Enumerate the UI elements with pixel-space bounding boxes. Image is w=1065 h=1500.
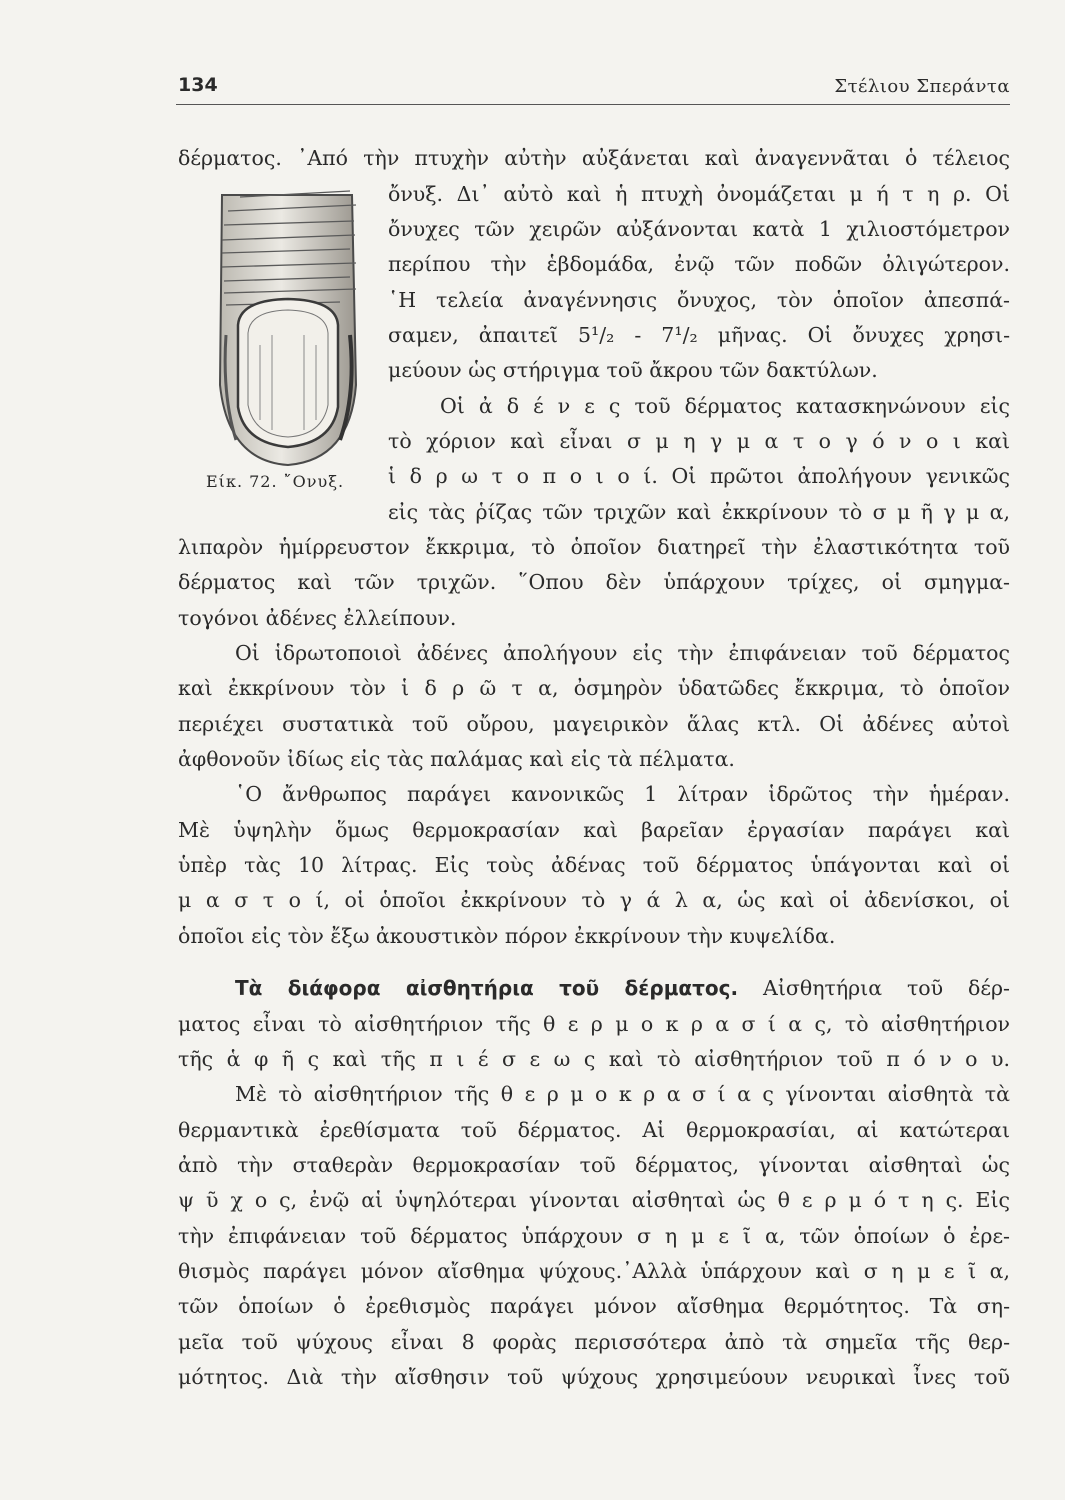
header-rule xyxy=(176,104,1010,105)
text-line: ἀφθονοῦν ἰδίως εἰς τὰς παλάμας καὶ εἰς τὰ πέλματα. xyxy=(178,747,735,771)
text-line: Μὲ τὸ αἰσθητήριον τῆς θ ε ρ μ ο κ ρ α σ ί α ς γίνονται αἰσθητὰ τὰ xyxy=(235,1082,1010,1106)
figure-caption: Είκ. 72. ῎Ονυξ. xyxy=(206,472,345,491)
text-line: δέρματος. ᾿Από τὴν πτυχὴν αὐτὴν αὐξάνεται καὶ ἀναγεννᾶται ὁ τέλειος xyxy=(178,146,1010,170)
text-line: ἱ δ ρ ω τ ο π ο ι ο ί. Οἱ πρῶτοι ἀπολήγουν γενικῶς xyxy=(388,464,1010,488)
text-line: καὶ ἐκκρίνουν τὸν ἱ δ ρ ῶ τ α, ὀσμηρὸν ὑδατῶδες ἔκκριμα, τὸ ὁποῖον xyxy=(178,676,1010,700)
text-line: εἰς τὰς ῥίζας τῶν τριχῶν καὶ ἐκκρίνουν τὸ σ μ ῆ γ μ α, xyxy=(388,500,1010,524)
text-line: ὁποῖοι εἰς τὸν ἔξω ἀκουστικὸν πόρον ἐκκρίνουν τὴν κυψελίδα. xyxy=(178,924,836,948)
text-line: Οἱ ἀ δ έ ν ε ς τοῦ δέρματος κατασκηνώνουν εἰς xyxy=(440,394,1010,418)
text-line: τὴν ἐπιφάνειαν τοῦ δέρματος ὑπάρχουν σ η μ ε ῖ α, τῶν ὁποίων ὁ ἐρε- xyxy=(178,1224,1010,1248)
text-line: μεύουν ὡς στήριγμα τοῦ ἄκρου τῶν δακτύλων. xyxy=(388,358,878,382)
section-heading: Τὰ διάφορα αἰσθητήρια τοῦ δέρματος. xyxy=(235,976,739,1000)
text-line: τῆς ἁ φ ῆ ς καὶ τῆς π ι έ σ ε ω ς καὶ τὸ αἰσθητήριον τοῦ π ό ν ο υ. xyxy=(178,1047,1010,1071)
page-header xyxy=(178,74,1010,104)
text-line: δέρματος καὶ τῶν τριχῶν. ῞Οπου δὲν ὑπάρχουν τρίχες, οἱ σμηγμα- xyxy=(178,570,1010,594)
text-line: σαμεν, ἀπαιτεῖ 5¹/₂ - 7¹/₂ μῆνας. Οἱ ὄνυχες χρησι- xyxy=(388,323,1010,347)
text-line: θερμαντικὰ ἐρεθίσματα τοῦ δέρματος. Αἱ θερμοκρασίαι, αἱ κατώτεραι xyxy=(178,1118,1010,1142)
page-number: 134 xyxy=(178,74,218,96)
text-line: τῶν ὁποίων ὁ ἐρεθισμὸς παράγει μόνον αἴσθημα θερμότητος. Τὰ ση- xyxy=(178,1294,1010,1318)
text-line: μεῖα τοῦ ψύχους εἶναι 8 φορὰς περισσότερα ἀπὸ τὰ σημεῖα τῆς θερ- xyxy=(178,1330,1010,1354)
text-line: λιπαρὸν ἡμίρρευστον ἔκκριμα, τὸ ὁποῖον διατηρεῖ τὴν ἐλαστικότητα τοῦ xyxy=(178,535,1010,559)
text-line: ῾Η τελεία ἀναγέννησις ὄνυχος, τὸν ὁποῖον ἀπεσπά- xyxy=(388,288,1010,312)
text-line: μότητος. Διὰ τὴν αἴσθησιν τοῦ ψύχους χρησιμεύουν νευρικαὶ ἶνες τοῦ xyxy=(178,1365,1010,1389)
text-line: ὄνυχες τῶν χειρῶν αὐξάνονται κατὰ 1 χιλιοστόμετρον xyxy=(388,217,1010,241)
text-line: ματος εἶναι τὸ αἰσθητήριον τῆς θ ε ρ μ ο κ ρ α σ ί α ς, τὸ αἰσθητήριον xyxy=(178,1012,1010,1036)
text-line: Μὲ ὑψηλὴν ὅμως θερμοκρασίαν καὶ βαρεῖαν ἐργασίαν παράγει καὶ xyxy=(178,818,1010,842)
text-line: ἀπὸ τὴν σταθερὰν θερμοκρασίαν τοῦ δέρματος, γίνονται αἰσθηταὶ ὡς xyxy=(178,1153,1010,1177)
nail-drawing xyxy=(200,185,370,475)
section-heading-rest: Αἰσθητήρια τοῦ δέρ- xyxy=(763,976,1010,1000)
text-line: μ α σ τ ο ί, οἱ ὁποῖοι ἐκκρίνουν τὸ γ ά λ α, ὡς καὶ οἱ ἀδενίσκοι, οἱ xyxy=(178,888,1010,912)
text-line: τὸ χόριον καὶ εἶναι σ μ η γ μ α τ ο γ ό ν ο ι καὶ xyxy=(388,429,1010,453)
text-line: τογόνοι ἀδένες ἐλλείπουν. xyxy=(178,606,457,630)
section-heading-line xyxy=(235,970,1010,1006)
text-line: ψ ῦ χ ο ς, ἐνῷ αἱ ὑψηλότεραι γίνονται αἰσθηταὶ ὡς θ ε ρ μ ό τ η ς. Εἰς xyxy=(178,1188,1010,1212)
text-line: περίπου τὴν ἑβδομάδα, ἐνῷ τῶν ποδῶν ὀλιγώτερον. xyxy=(388,252,1010,276)
text-line: θισμὸς παράγει μόνον αἴσθημα ψύχους.᾿Αλλὰ ὑπάρχουν καὶ σ η μ ε ῖ α, xyxy=(178,1259,1010,1283)
text-line: ὑπὲρ τὰς 10 λίτρας. Εἰς τοὺς ἀδένας τοῦ δέρματος ὑπάγονται καὶ οἱ xyxy=(178,853,1010,877)
running-head: Στέλιου Σπεράντα xyxy=(834,76,1010,97)
text-line: ῾Ο ἄνθρωπος παράγει κανονικῶς 1 λίτραν ἱδρῶτος τὴν ἡμέραν. xyxy=(235,782,1010,806)
nail-illustration xyxy=(200,185,370,485)
text-line: ὄνυξ. Δι᾿ αὐτὸ καὶ ἡ πτυχὴ ὀνομάζεται μ ή τ η ρ. Οἱ xyxy=(388,182,1010,206)
text-line: Οἱ ἱδρωτοποιοὶ ἀδένες ἀπολήγουν εἰς τὴν ἐπιφάνειαν τοῦ δέρματος xyxy=(235,641,1010,665)
text-line: περιέχει συστατικὰ τοῦ οὔρου, μαγειρικὸν ἅλας κτλ. Οἱ ἀδένες αὐτοὶ xyxy=(178,712,1010,736)
